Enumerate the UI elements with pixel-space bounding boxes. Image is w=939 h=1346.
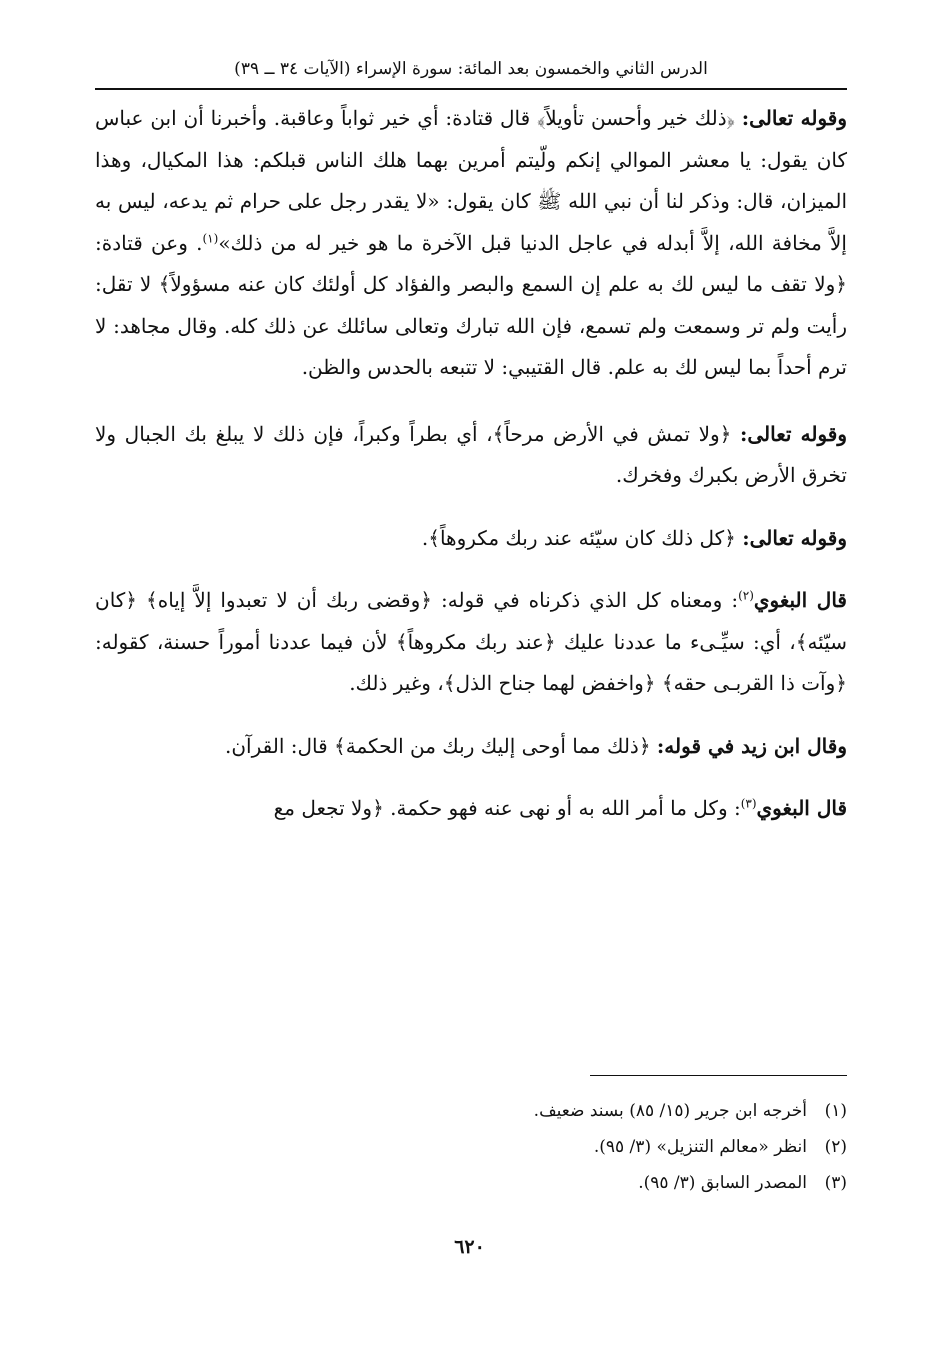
paragraph-tail: : وكل ما أمر الله به أو نهى عنه فهو حكمة. ﴿ولا تجعل مع (273, 796, 741, 820)
paragraph-lead: وقوله تعالى: (739, 421, 847, 446)
paragraph (95, 580, 847, 705)
footnote-ref: (٣) (740, 796, 757, 811)
paragraph (95, 98, 847, 389)
footnote-rule (590, 1075, 847, 1076)
footnote-number: (٣) (824, 1173, 847, 1193)
paragraph-tail: . وعن قتادة: ﴿ولا تقف ما ليس لك به علم إن السمع والبصر والفؤاد كل أولئك كان عنه مسؤولاً﴾ لا تقل: رأيت ولم تر وسمعت ولم تسمع، فإن الله تبارك وتعالى سائلك عن ذلك كله. وقال مجاهد: لا ترم أحداً بما ليس لك به علم. قال القتيبي: لا تتبعه بالحدس والظن. (95, 230, 847, 379)
footnote-number: (١) (824, 1101, 847, 1121)
paragraph-text: ﴿كل ذلك كان سيّئه عند ربك مكروهاً﴾. (421, 525, 743, 550)
paragraph-text: ﴿ولا تمش في الأرض مرحاً﴾، أي بطراً وكبراً، فإن ذلك لا يبلغ بك الجبال ولا تخرق الأرض بكبرك وفخرك. (95, 421, 847, 487)
paragraph-lead: قال البغوي (753, 588, 847, 612)
footnote-text: انظر «معالم التنزيل» (٣/ ٩٥). (593, 1137, 807, 1157)
footnote-text: المصدر السابق (٣/ ٩٥). (638, 1173, 807, 1193)
footnote-text: أخرجه ابن جرير (١٥/ ٨٥) بسند ضعيف. (533, 1101, 807, 1121)
paragraph-lead: وقوله تعالى: (741, 106, 847, 130)
footnote (147, 1165, 847, 1201)
paragraph-text: ﴿ذلك خير وأحسن تأويلاً﴾ قال قتادة: أي خير ثواباً وعاقبة. وأخبرنا أن ابن عباس كان يقول: يا معشر الموالي إنكم ولّيتم أمرين بهما هلك الناس قبلكم: هذا المكيال، وهذا الميزان، قال: وذكر لنا أن نبي الله ﷺ كان يقول: «لا يقدر رجل على حرام ثم يدعه، ليس به إلاَّ مخافة الله، إلاَّ أبدله في عاجل الدنيا قبل الآخرة ما هو خير له من ذلك» (95, 106, 847, 255)
page-number: ٦٢٠ (454, 1236, 485, 1258)
paragraph (95, 726, 847, 768)
footnotes (147, 1093, 847, 1201)
footnote-ref: (١) (202, 230, 219, 245)
paragraph (95, 414, 847, 497)
running-header: الدرس الثاني والخمسون بعد المائة: سورة الإسراء (الآيات ٣٤ ــ ٣٩) (234, 59, 708, 79)
paragraph-lead: وقال ابن زيد في قوله: (656, 733, 847, 758)
footnote-number: (٢) (824, 1137, 847, 1157)
header-rule (95, 88, 847, 90)
footnote (147, 1129, 847, 1165)
paragraph (95, 788, 847, 830)
footnote-ref: (٢) (738, 588, 754, 603)
paragraph-text: ﴿ذلك مما أوحى إليك ربك من الحكمة﴾ قال: القرآن. (225, 733, 657, 758)
paragraph-lead: وقوله تعالى: (742, 525, 847, 550)
paragraph-tail: : ومعناه كل الذي ذكرناه في قوله: ﴿وقضى ربك أن لا تعبدوا إلاَّ إياه﴾ ﴿كان سيّئه﴾، أي: سيِّـىء ما عددنا عليك ﴿عند ربك مكروهاً﴾ لأن فيما عددنا أموراً حسنة، كقوله: ﴿وآت ذا القربـى حقه﴾ ﴿واخفض لهما جناح الذل﴾، وغير ذلك. (95, 588, 847, 695)
paragraph-lead: قال البغوي (756, 796, 847, 820)
paragraph (95, 518, 847, 560)
footnote (147, 1093, 847, 1129)
body-text (95, 98, 847, 830)
